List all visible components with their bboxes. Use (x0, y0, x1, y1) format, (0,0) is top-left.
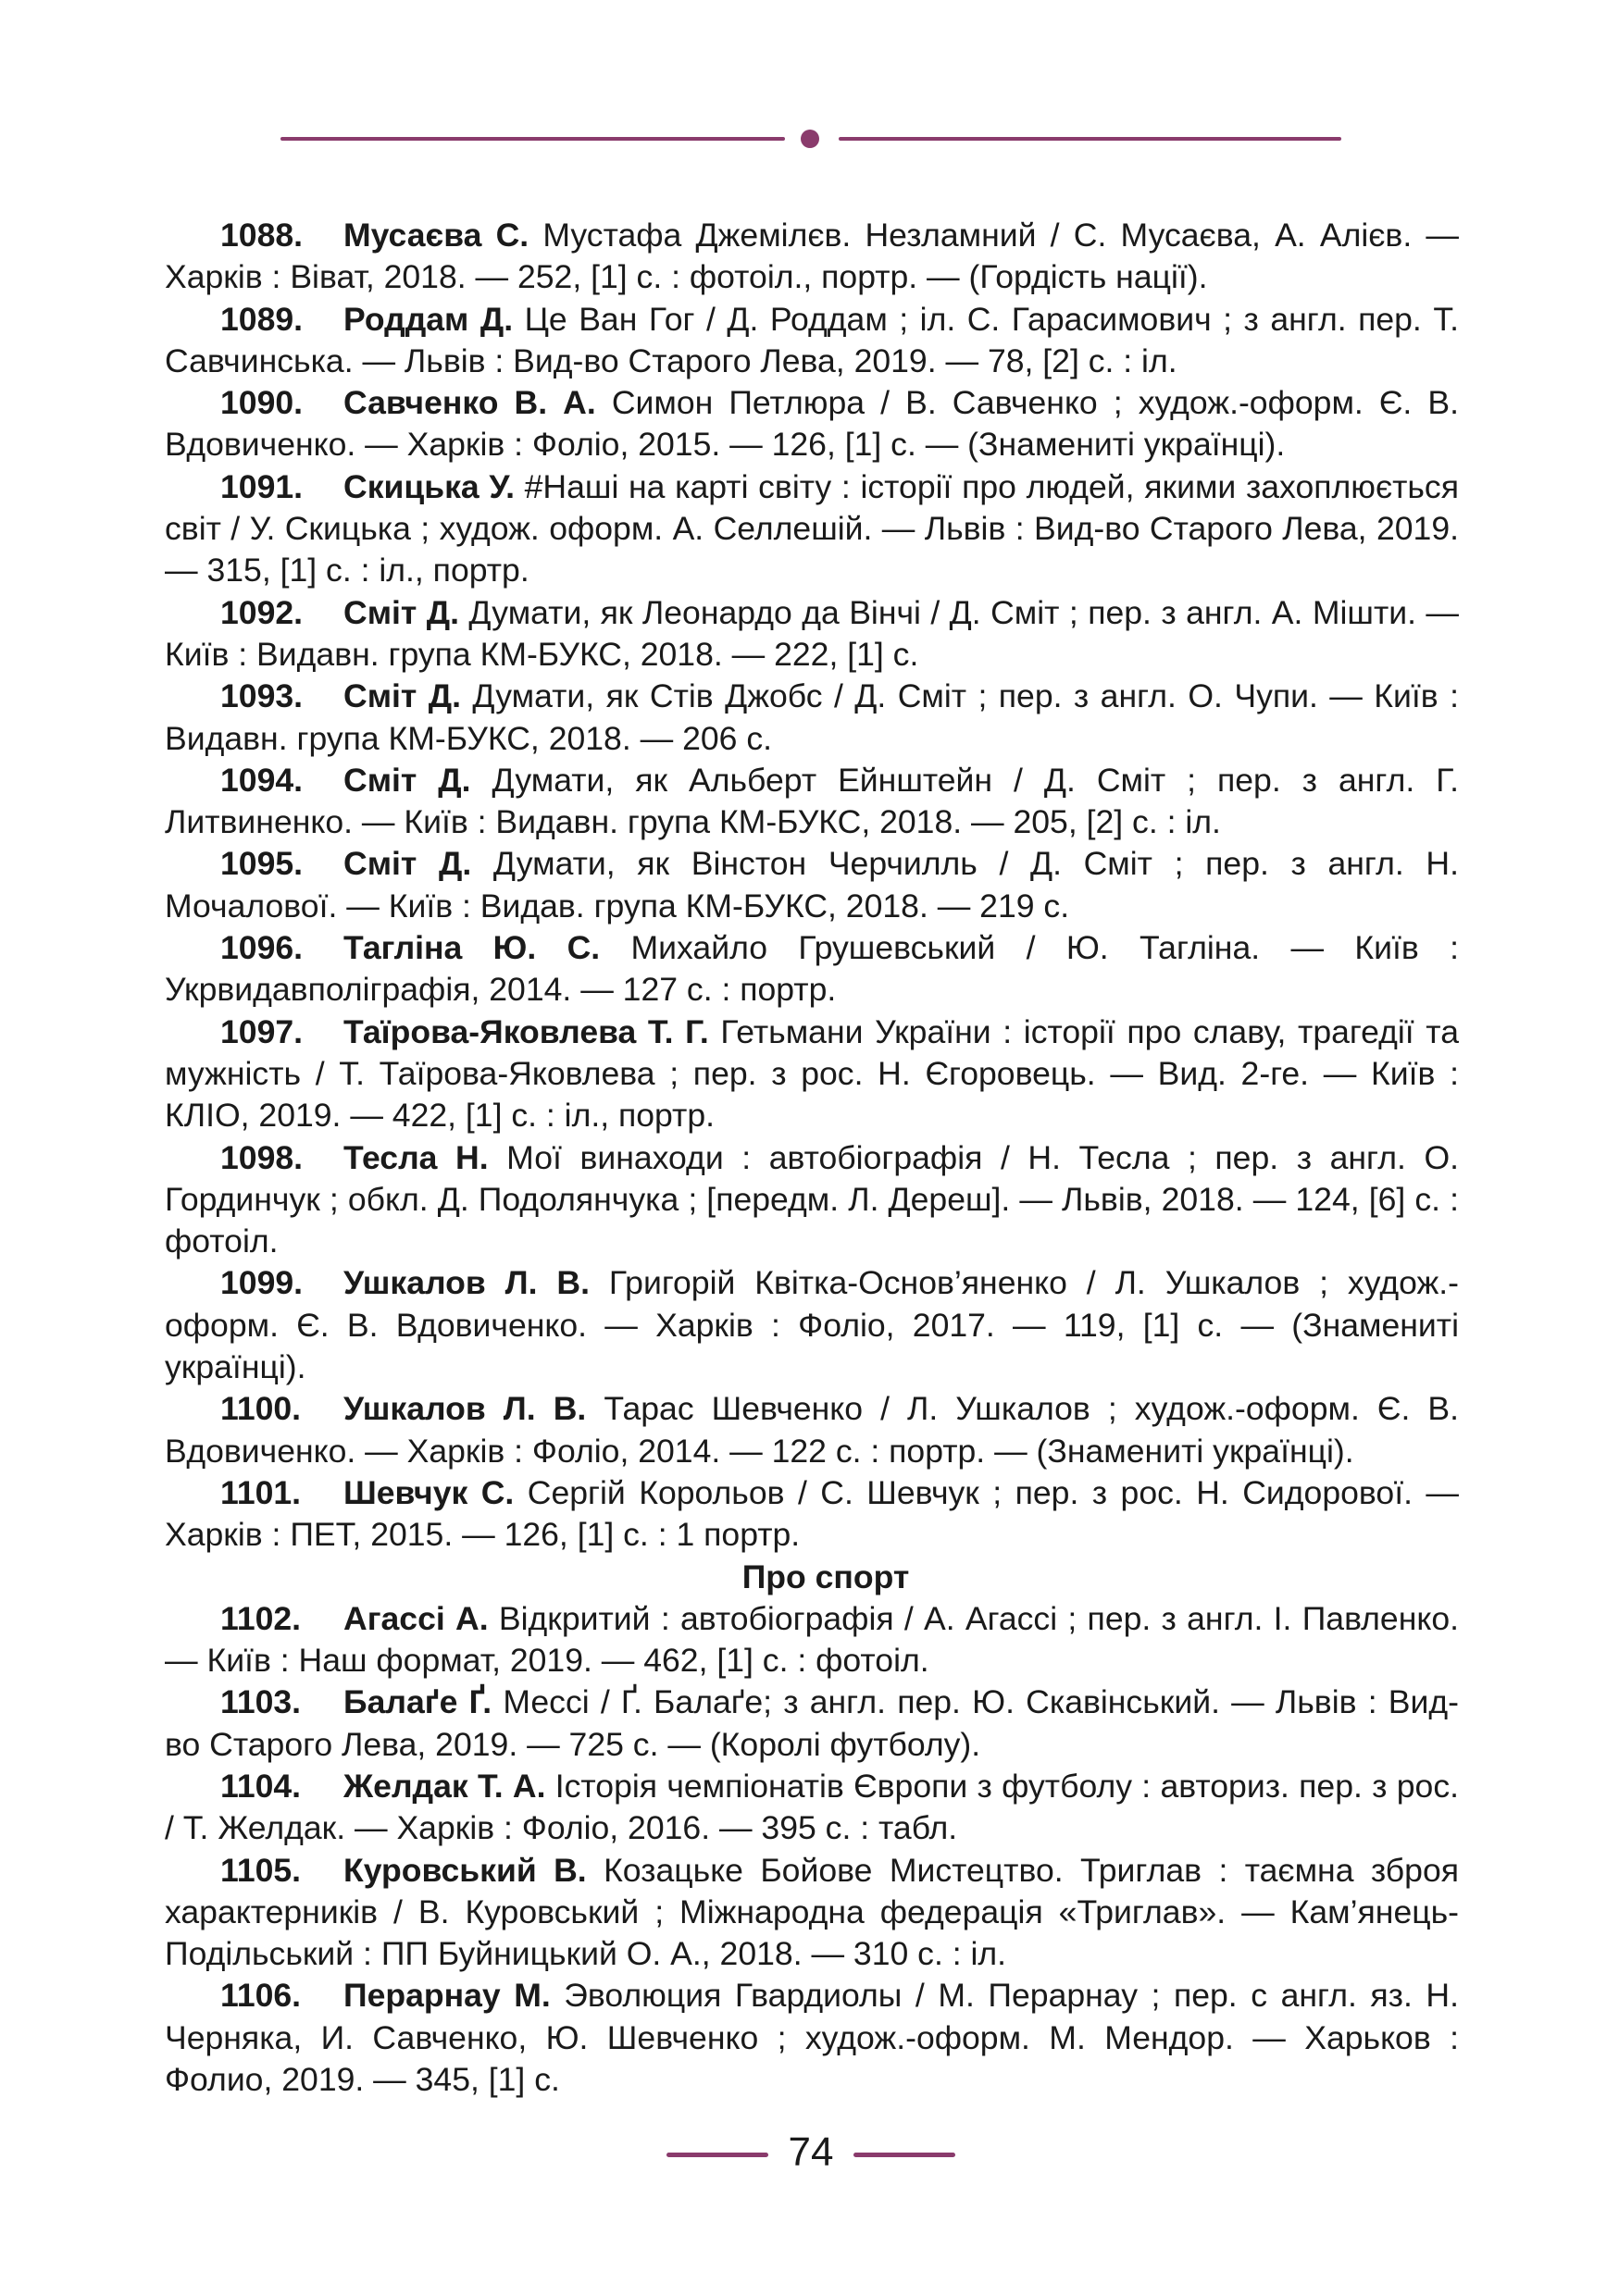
entry-text: Думати, як Альберт Ейнштейн / Д. Сміт ; пер. з англ. Г. Литвиненко. — Київ : Видавн. група КМ-БУКС, 2018. — 205, [2] с. : іл. (165, 761, 1459, 841)
entry-text: Тарас Шевченко / Л. Ушкалов ; худож.-оформ. Є. В. Вдовиченко. — Харків : Фоліо, 2014. — 122 с. : портр. — (Знамениті українці). (165, 1390, 1459, 1470)
entry-text: Мессі / Ґ. Балаґе; з англ. пер. Ю. Скавінський. — Львів : Вид-во Старого Лева, 2019. — 725 с. — (Королі футболу). (165, 1683, 1459, 1763)
entry-number: 1103. (220, 1683, 302, 1721)
entry-number: 1092. (220, 593, 304, 631)
entry-text: Эволюция Гвардиолы / М. Перарнау ; пер. с англ. яз. Н. Черняка, И. Савченко, Ю. Шевченко ; худож.-оформ. М. Мендор. — Харьков : Фолио, 2019. — 345, [1] с. (165, 1977, 1459, 2099)
entry-author: Перарнау М. (343, 1977, 551, 2015)
entry-text: Козацьке Бойове Мистецтво. Триглав : таємна зброя характерників / В. Куровський ; Міжнародна федерація «Триглав». — Кам’янець-Подільський : ПП Буйницький О. А., 2018. — 310 с. : іл. (165, 1851, 1460, 1973)
bibliography-entry (165, 1262, 1459, 1388)
section-title: Про спорт (741, 1558, 910, 1595)
bibliography-entry (165, 1850, 1459, 1976)
entry-number: 1088. (220, 217, 304, 254)
entry-author: Желдак Т. А. (343, 1767, 546, 1805)
entry-number: 1089. (220, 300, 304, 338)
bibliography-entry (165, 466, 1459, 592)
entry-text: Михайло Грушевський / Ю. Тагліна. — Київ : Укрвидавполіграфія, 2014. — 127 с. : портр. (165, 929, 1460, 1009)
entry-text: Думати, як Стів Джобс / Д. Сміт ; пер. з англ. О. Чупи. — Київ : Видавн. група КМ-БУКС, 2018. — 206 с. (165, 677, 1460, 757)
bibliography-entry (165, 1766, 1459, 1850)
entry-text: Це Ван Гог / Д. Роддам ; іл. С. Гарасимович ; з англ. пер. Т. Савчинська. — Львів : Вид-во Старого Лева, 2019. — 78, [2] с. : іл. (165, 300, 1459, 379)
bibliography-entry (165, 676, 1459, 760)
page-footer (666, 2128, 953, 2177)
entry-text: Гетьмани України : історії про славу, трагедії та мужність / Т. Таїрова-Яковлева ; пер. з рос. Н. Єгоровець. — Вид. 2-ге. — Київ : КЛІО, 2019. — 422, [1] с. : іл., портр. (165, 1012, 1459, 1135)
entry-number: 1094. (220, 761, 304, 799)
bibliography-entry (165, 1472, 1459, 1557)
entry-number: 1095. (220, 845, 304, 883)
bibliography-entry (165, 927, 1459, 1011)
entry-number: 1102. (220, 1599, 302, 1637)
bibliography-entry (165, 592, 1459, 676)
ornament-line-left (280, 137, 785, 141)
bibliography-list (165, 215, 1459, 2101)
entry-text: #Наші на карті світу : історії про людей, якими захоплюється світ / У. Скицька ; худож. оформ. А. Селлешій. — Львів : Вид-во Старого Лева, 2019. — 315, [1] с. : іл., портр. (165, 467, 1459, 590)
bibliography-entry (165, 1137, 1459, 1263)
entry-author: Шевчук С. (343, 1473, 515, 1511)
entry-number: 1106. (220, 1977, 302, 2015)
entries-sport (165, 1598, 1459, 2102)
entry-number: 1091. (220, 467, 304, 505)
entries-biographies (165, 215, 1459, 1557)
bibliography-entry (165, 1682, 1459, 1766)
entry-text: Григорій Квітка-Основ’яненко / Л. Ушкалов ; худож.-оформ. Є. В. Вдовиченко. — Харків : Фоліо, 2017. — 119, [1] с. — (Знамениті українці). (165, 1264, 1459, 1386)
entry-text: Думати, як Вінстон Черчилль / Д. Сміт ; пер. з англ. Н. Мочалової. — Київ : Видав. група КМ-БУКС, 2018. — 219 с. (165, 845, 1459, 925)
entry-author: Агассі А. (343, 1599, 489, 1637)
bibliography-entry (165, 843, 1459, 927)
entry-author: Сміт Д. (343, 845, 472, 883)
entry-text: Думати, як Леонардо да Вінчі / Д. Сміт ; пер. з англ. А. Мішти. — Київ : Видавн. група КМ-БУКС, 2018. — 222, [1] с. (165, 593, 1460, 673)
entry-number: 1100. (220, 1390, 302, 1428)
entry-author: Сміт Д. (343, 677, 461, 715)
entry-number: 1101. (220, 1473, 302, 1511)
entry-author: Сміт Д. (343, 761, 471, 799)
entry-author: Тагліна Ю. С. (343, 929, 601, 967)
entry-number: 1093. (220, 677, 304, 715)
entry-number: 1104. (220, 1767, 302, 1805)
bibliography-entry (165, 760, 1459, 844)
entry-author: Ушкалов Л. В. (343, 1264, 590, 1302)
bibliography-entry (165, 1388, 1459, 1472)
entry-author: Балаґе Ґ. (343, 1683, 492, 1721)
ornament-dot (801, 130, 819, 148)
bibliography-entry (165, 299, 1459, 383)
entry-number: 1098. (220, 1138, 304, 1176)
page-number: 74 (788, 2129, 834, 2175)
entry-number: 1099. (220, 1264, 304, 1302)
bibliography-entry (165, 1975, 1459, 2101)
entry-author: Сміт Д. (343, 593, 459, 631)
entry-text: Історія чемпіонатів Європи з футболу : авториз. пер. з рос. / Т. Желдак. — Харків : Фоліо, 2016. — 395 с. : табл. (165, 1767, 1460, 1847)
top-ornament (280, 130, 1341, 148)
entry-text: Симон Петлюра / В. Савченко ; худож.-оформ. Є. В. Вдовиченко. — Харків : Фоліо, 2015. — 126, [1] с. — (Знамениті українці). (165, 384, 1460, 464)
entry-number: 1097. (220, 1012, 304, 1050)
bibliography-entry (165, 382, 1459, 466)
entry-number: 1105. (220, 1851, 302, 1889)
entry-author: Тесла Н. (343, 1138, 489, 1176)
entry-number: 1096. (220, 929, 304, 967)
entry-text: Мої винаходи : автобіографія / Н. Тесла ; пер. з англ. О. Гординчук ; обкл. Д. Подолянчука ; [передм. Л. Дереш]. — Львів, 2018. — 124, [6] с. : фотоіл. (165, 1138, 1460, 1260)
entry-author: Ушкалов Л. В. (343, 1390, 587, 1428)
entry-text: Відкритий : автобіографія / А. Агассі ; пер. з англ. І. Павленко. — Київ : Наш формат, 2019. — 462, [1] с. : фотоіл. (165, 1599, 1459, 1680)
entry-text: Мустафа Джемілєв. Незламний / С. Мусаєва, А. Алієв. — Харків : Віват, 2018. — 252, [1] с. : фотоіл., портр. — (Гордість нації). (165, 217, 1459, 296)
footer-line-left (666, 2153, 768, 2157)
entry-author: Таїрова-Яковлева Т. Г. (343, 1012, 709, 1050)
footer-line-right (853, 2153, 955, 2157)
entry-number: 1090. (220, 384, 304, 422)
bibliography-entry (165, 1598, 1459, 1682)
ornament-line-right (839, 137, 1341, 141)
bibliography-entry (165, 1011, 1459, 1137)
entry-author: Куровський В. (343, 1851, 587, 1889)
entry-text: Сергій Корольов / С. Шевчук ; пер. з рос. Н. Сидорової. — Харків : ПЕТ, 2015. — 126, [1] с. : 1 портр. (165, 1473, 1459, 1554)
entry-author: Мусаєва С. (343, 217, 529, 254)
entry-author: Скицька У. (343, 467, 515, 505)
entry-author: Роддам Д. (343, 300, 514, 338)
bibliography-entry (165, 215, 1459, 299)
entry-author: Савченко В. А. (343, 384, 596, 422)
